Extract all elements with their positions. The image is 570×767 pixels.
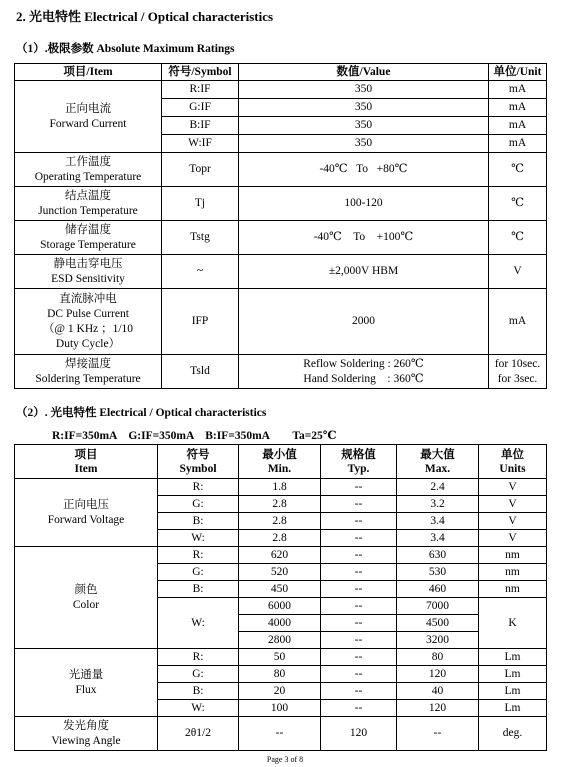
max: 4500 (397, 615, 479, 632)
soldering-label (15, 355, 162, 389)
max: 530 (397, 564, 479, 581)
fc-unit: mA (489, 135, 547, 153)
header-cn: 最小值 (262, 448, 297, 461)
item-cn: 焊接温度 (65, 357, 111, 370)
symbol: Topr (162, 153, 239, 187)
header-en: Units (499, 462, 526, 475)
item-en: Color (72, 598, 100, 611)
typ: -- (321, 496, 397, 513)
junction-temp-label (15, 187, 162, 221)
fc-unit: mA (489, 117, 547, 135)
forward-current-label (15, 81, 162, 153)
min: 620 (239, 547, 321, 564)
value: 100-120 (239, 187, 489, 221)
item-cn: 静电击穿电压 (53, 257, 123, 270)
symbol: Tj (162, 187, 239, 221)
symbol: B: (158, 683, 239, 700)
header-cn: 规格值 (341, 448, 376, 461)
min: 450 (239, 581, 321, 598)
hand-unit: for 3sec. (497, 372, 538, 385)
symbol: G: (158, 666, 239, 683)
max: 40 (397, 683, 479, 700)
unit: nm (479, 564, 547, 581)
header-cn: 单位 (501, 448, 524, 461)
min: 1.8 (239, 479, 321, 496)
header-item (15, 445, 158, 479)
item-cn: 颜色 (74, 583, 98, 596)
unit: mA (489, 289, 547, 355)
typ: -- (321, 581, 397, 598)
forward-voltage-label (15, 479, 158, 547)
typ: -- (321, 513, 397, 530)
symbol: R: (158, 547, 239, 564)
item-cn: 储存温度 (65, 223, 111, 236)
header-symbol: 符号/Symbol (162, 64, 239, 81)
typ: -- (321, 547, 397, 564)
unit: K (479, 598, 547, 649)
symbol: 2θ1/2 (158, 717, 239, 751)
typ: -- (321, 683, 397, 700)
unit: ℃ (489, 187, 547, 221)
fc-value: 350 (239, 135, 489, 153)
header-cn: 符号 (186, 448, 210, 461)
value: ±2,000V HBM (239, 255, 489, 289)
max: 3.4 (397, 530, 479, 547)
unit: Lm (479, 700, 547, 717)
min: 2.8 (239, 513, 321, 530)
header-units (479, 445, 547, 479)
item-en: Flux (75, 683, 97, 696)
page-footer: Page 3 of 8 (266, 755, 304, 764)
fc-value: 350 (239, 81, 489, 99)
min: 6000 (239, 598, 321, 615)
item-en: DC Pulse Current (47, 307, 129, 320)
test-conditions: R:IF=350mA G:IF=350mA B:IF=350mA Ta=25℃ (52, 430, 337, 442)
item-en: Viewing Angle (51, 734, 121, 747)
typ: -- (321, 530, 397, 547)
unit: ℃ (489, 153, 547, 187)
max: -- (397, 717, 479, 751)
unit: ℃ (489, 221, 547, 255)
min: 2800 (239, 632, 321, 649)
header-cn: 最大值 (420, 448, 455, 461)
header-symbol (158, 445, 239, 479)
unit: deg. (479, 717, 547, 751)
value (239, 355, 489, 389)
dc-pulse-label (15, 289, 162, 355)
item-en: Storage Temperature (40, 238, 136, 251)
item-cn: 结点温度 (65, 189, 111, 202)
min: 50 (239, 649, 321, 666)
header-min (239, 445, 321, 479)
max: 630 (397, 547, 479, 564)
eo-table (14, 444, 547, 751)
max: 7000 (397, 598, 479, 615)
unit: nm (479, 581, 547, 598)
typ: -- (321, 564, 397, 581)
max: 2.4 (397, 479, 479, 496)
header-value: 数值/Value (239, 64, 489, 81)
item-en: Forward Voltage (47, 513, 125, 526)
reflow-unit: for 10sec. (494, 357, 541, 370)
unit: Lm (479, 683, 547, 700)
fc-value: 350 (239, 99, 489, 117)
header-cn: 项目 (74, 448, 98, 461)
header-en: Min. (267, 462, 292, 475)
typ: -- (321, 666, 397, 683)
item-cn: 发光角度 (63, 719, 109, 732)
typ: -- (321, 632, 397, 649)
header-unit: 单位/Unit (489, 64, 547, 81)
symbol: IFP (162, 289, 239, 355)
min: 520 (239, 564, 321, 581)
max: 120 (397, 666, 479, 683)
symbol: W: (158, 598, 239, 649)
hand-value: Hand Soldering : 360℃ (303, 372, 424, 385)
min: -- (239, 717, 321, 751)
header-en: Item (74, 462, 98, 475)
item-en: （@ 1 KHz ；1/10 (42, 322, 134, 335)
symbol: W: (158, 700, 239, 717)
item-cn: 工作温度 (65, 155, 111, 168)
value: -40℃ To +80℃ (239, 153, 489, 187)
fc-symbol: W:IF (162, 135, 239, 153)
item-en: ESD Sensitivity (51, 272, 125, 285)
header-en: Typ. (347, 462, 370, 475)
item-en: Soldering Temperature (35, 372, 141, 385)
fc-symbol: R:IF (162, 81, 239, 99)
max: 3200 (397, 632, 479, 649)
fc-unit: mA (489, 81, 547, 99)
min: 20 (239, 683, 321, 700)
item-cn: 正向电压 (63, 498, 109, 511)
unit: V (479, 513, 547, 530)
unit: nm (479, 547, 547, 564)
value: 2000 (239, 289, 489, 355)
typ: -- (321, 649, 397, 666)
reflow-value: Reflow Soldering : 260℃ (303, 357, 424, 370)
forward-current-cn: 正向电流 (65, 102, 111, 115)
item-en: Junction Temperature (38, 204, 138, 217)
symbol: Tsld (162, 355, 239, 389)
operating-temp-label (15, 153, 162, 187)
header-max (397, 445, 479, 479)
color-label (15, 547, 158, 649)
symbol: R: (158, 479, 239, 496)
item-en: Duty Cycle） (55, 337, 121, 350)
flux-label (15, 649, 158, 717)
header-typ (321, 445, 397, 479)
unit: Lm (479, 649, 547, 666)
symbol: B: (158, 513, 239, 530)
viewing-angle-label (15, 717, 158, 751)
symbol: W: (158, 530, 239, 547)
fc-unit: mA (489, 99, 547, 117)
header-item: 项目/Item (15, 64, 162, 81)
typ: -- (321, 598, 397, 615)
esd-label (15, 255, 162, 289)
max: 460 (397, 581, 479, 598)
value: -40℃ To +100℃ (239, 221, 489, 255)
max: 3.2 (397, 496, 479, 513)
min: 2.8 (239, 496, 321, 513)
symbol: B: (158, 581, 239, 598)
header-en: Symbol (179, 462, 217, 475)
symbol: Tstg (162, 221, 239, 255)
max: 80 (397, 649, 479, 666)
fc-symbol: G:IF (162, 99, 239, 117)
storage-temp-label (15, 221, 162, 255)
item-cn: 直流脉冲电 (59, 292, 117, 305)
symbol: G: (158, 496, 239, 513)
min: 2.8 (239, 530, 321, 547)
section-title: 2. 光电特性 Electrical / Optical characteristics (16, 9, 274, 24)
typ: 120 (321, 717, 397, 751)
typ: -- (321, 615, 397, 632)
unit: Lm (479, 666, 547, 683)
header-en: Max. (424, 462, 451, 475)
abs-max-title: （1）.极限参数 Absolute Maximum Ratings (16, 43, 235, 55)
fc-value: 350 (239, 117, 489, 135)
typ: -- (321, 479, 397, 496)
forward-current-en: Forward Current (49, 117, 127, 130)
unit: V (489, 255, 547, 289)
symbol: R: (158, 649, 239, 666)
absolute-max-table (14, 63, 547, 389)
max: 120 (397, 700, 479, 717)
symbol: ~ (162, 255, 239, 289)
unit (489, 355, 547, 389)
unit: V (479, 530, 547, 547)
unit: V (479, 479, 547, 496)
item-en: Operating Temperature (34, 170, 142, 183)
unit: V (479, 496, 547, 513)
eo-title: （2）. 光电特性 Electrical / Optical characteristics (16, 407, 267, 419)
fc-symbol: B:IF (162, 117, 239, 135)
min: 4000 (239, 615, 321, 632)
min: 80 (239, 666, 321, 683)
max: 3.4 (397, 513, 479, 530)
symbol: G: (158, 564, 239, 581)
min: 100 (239, 700, 321, 717)
typ: -- (321, 700, 397, 717)
item-cn: 光通量 (68, 668, 104, 681)
